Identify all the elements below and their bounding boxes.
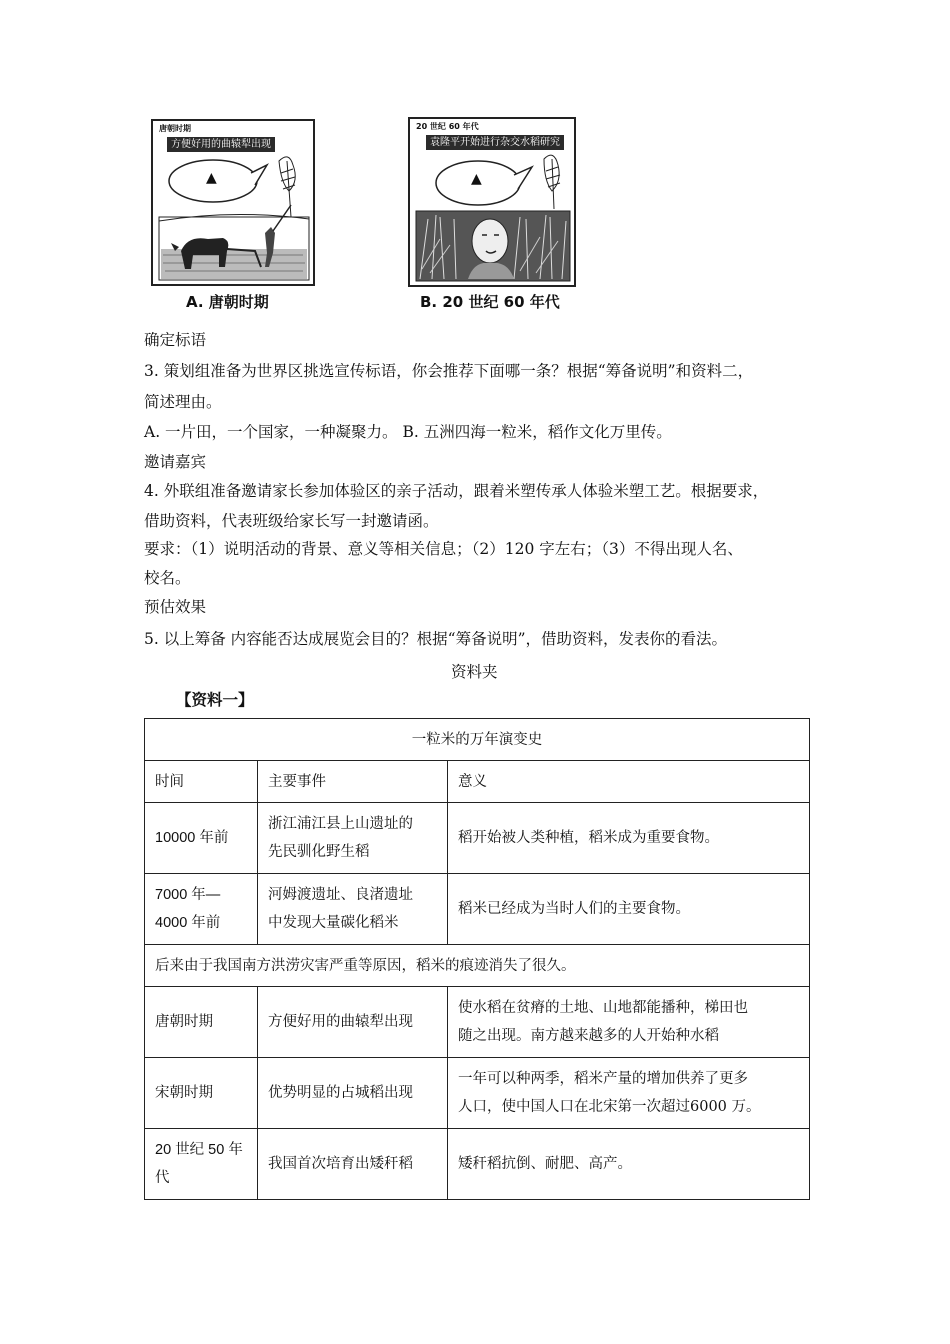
question-5-text: 5. 以上筹备 内容能否达成展览会目的？根据“筹备说明”，借助资料，发表你的看法。 xyxy=(144,630,727,648)
folder-title: 资料夹 xyxy=(451,663,498,681)
question-3-options: A. 一片田，一个国家，一种凝聚力。 B. 五洲四海一粒米，稻作文化万里传。 xyxy=(144,423,672,441)
question-3-text: 3. 策划组准备为世界区挑选宣传标语，你会推荐下面哪一条？根据“筹备说明”和资料二， xyxy=(144,362,754,380)
history-table xyxy=(144,718,810,1200)
cell-time: 唐朝时期 xyxy=(145,987,258,1058)
illustration-caption: B. 20 世纪 60 年代 xyxy=(420,293,560,311)
cell-time: 7000 年— 4000 年前 xyxy=(145,874,258,945)
header-event: 主要事件 xyxy=(258,761,448,803)
material-label: 【资料一】 xyxy=(176,690,254,709)
cell-time: 10000 年前 xyxy=(145,803,258,874)
table-row xyxy=(145,803,810,874)
table-title-row xyxy=(145,719,810,761)
section-heading-invite: 邀请嘉宾 xyxy=(144,453,207,471)
illustration-tag: 20 世纪 60 年代 xyxy=(416,122,479,131)
cell-event: 浙江浦江县上山遗址的 先民驯化野生稻 xyxy=(258,803,448,874)
cell-event: 优势明显的占城稻出现 xyxy=(258,1058,448,1129)
question-4-text-cont: 借助资料，代表班级给家长写一封邀请函。 xyxy=(144,512,439,530)
cell-time: 20 世纪 50 年 代 xyxy=(145,1129,258,1200)
question-4-requirements: 要求：（1）说明活动的背景、意义等相关信息；（2）120 字左右；（3）不得出现人名、 xyxy=(144,540,743,558)
table-row xyxy=(145,1058,810,1129)
cell-time: 宋朝时期 xyxy=(145,1058,258,1129)
table-note: 后来由于我国南方洪涝灾害严重等原因，稻米的痕迹消失了很久。 xyxy=(145,945,810,987)
table-row xyxy=(145,1129,810,1200)
table-note-row xyxy=(145,945,810,987)
bubble-placeholder-icon: ▲ xyxy=(206,170,217,186)
table-row xyxy=(145,987,810,1058)
illustration-tag: 唐朝时期 xyxy=(159,124,191,133)
question-4-text: 4. 外联组准备邀请家长参加体验区的亲子活动，跟着米塑传承人体验米塑工艺。根据要求， xyxy=(144,482,769,500)
illustration-tang-dynasty xyxy=(151,119,315,286)
illustration-1960s xyxy=(408,117,576,287)
illustration-banner: 方便好用的曲辕犁出现 xyxy=(167,137,275,152)
table-title: 一粒米的万年演变史 xyxy=(145,719,810,761)
cell-event: 方便好用的曲辕犁出现 xyxy=(258,987,448,1058)
cell-event: 河姆渡遗址、良渚遗址 中发现大量碳化稻米 xyxy=(258,874,448,945)
question-4-requirements-cont: 校名。 xyxy=(144,569,191,587)
question-3-text-cont: 简述理由。 xyxy=(144,393,222,411)
cell-meaning: 一年可以种两季，稻米产量的增加供养了更多 人口，使中国人口在北宋第一次超过6000 万。 xyxy=(448,1058,810,1129)
table-row xyxy=(145,874,810,945)
header-time: 时间 xyxy=(145,761,258,803)
cell-meaning: 稻米已经成为当时人们的主要食物。 xyxy=(448,874,810,945)
illustration-banner: 袁隆平开始进行杂交水稻研究 xyxy=(426,135,564,150)
section-heading-slogan: 确定标语 xyxy=(144,331,207,349)
cell-meaning: 使水稻在贫瘠的土地、山地都能播种，梯田也 随之出现。南方越来越多的人开始种水稻 xyxy=(448,987,810,1058)
illustration-caption: A. 唐朝时期 xyxy=(186,293,269,311)
cell-meaning: 稻开始被人类种植，稻米成为重要食物。 xyxy=(448,803,810,874)
table-header-row xyxy=(145,761,810,803)
section-heading-effect: 预估效果 xyxy=(144,598,207,616)
bubble-placeholder-icon: ▲ xyxy=(471,171,482,187)
cell-meaning: 矮秆稻抗倒、耐肥、高产。 xyxy=(448,1129,810,1200)
cell-event: 我国首次培育出矮秆稻 xyxy=(258,1129,448,1200)
header-meaning: 意义 xyxy=(448,761,810,803)
